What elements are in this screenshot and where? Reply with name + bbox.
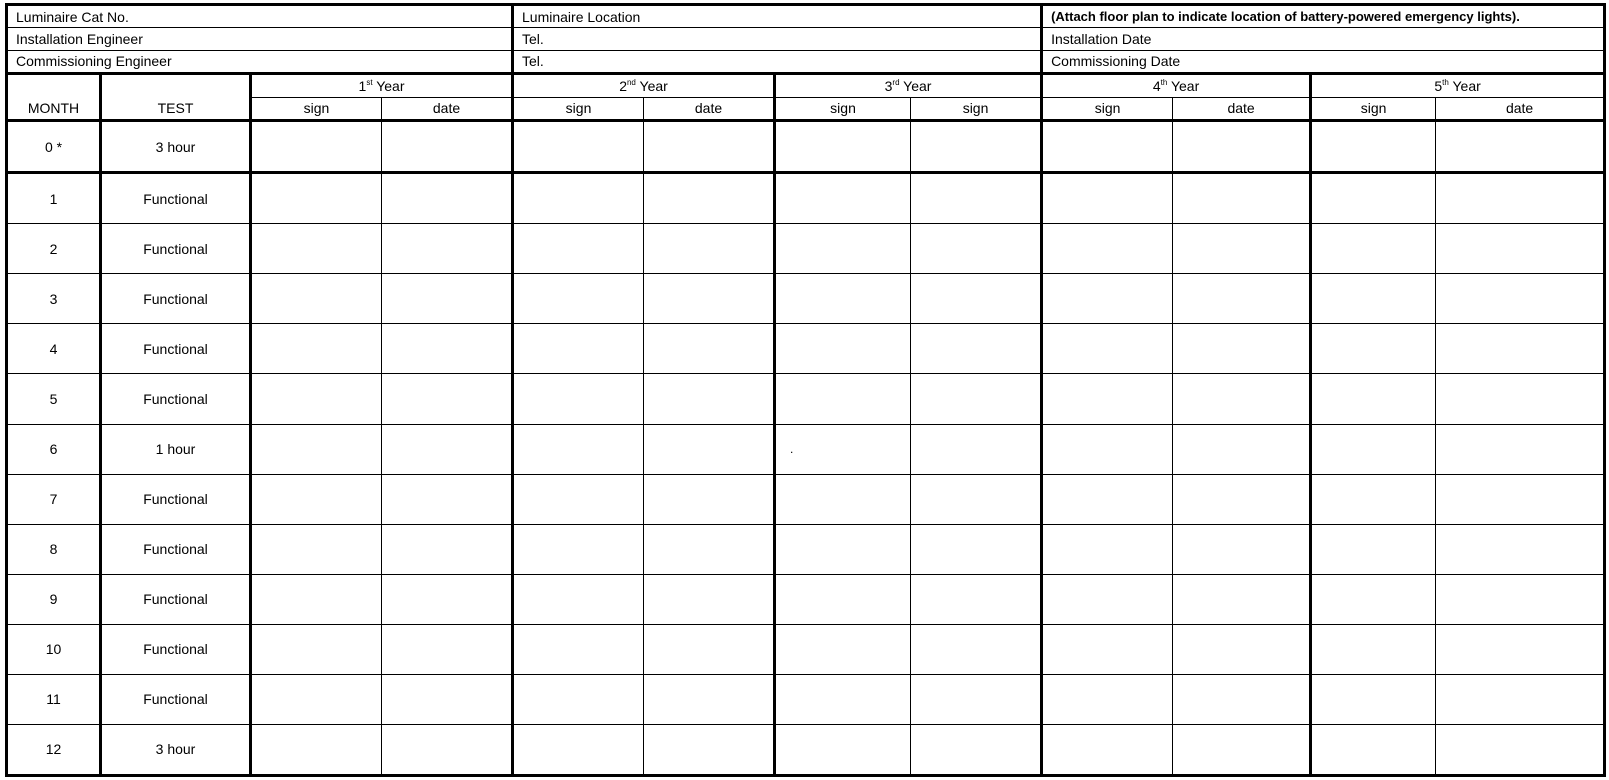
year-1-header: [251, 74, 513, 97]
year-5-sign-cell[interactable]: [1311, 474, 1436, 524]
year-1-entry-cell[interactable]: [382, 324, 513, 374]
table-row: [7, 674, 1605, 724]
month-cell: 5: [7, 374, 101, 424]
year-4-sign-cell[interactable]: [1042, 424, 1173, 474]
month-cell: 12: [7, 724, 101, 775]
year-4-suffix: th: [1160, 77, 1168, 87]
year-1-sign-cell[interactable]: [251, 274, 382, 324]
year-2-entry-cell[interactable]: [644, 424, 775, 474]
test-cell: Functional: [101, 374, 251, 424]
year-5-entry-cell[interactable]: [1436, 224, 1605, 274]
year-1-sign-cell[interactable]: [251, 374, 382, 424]
year-1-sign-cell[interactable]: [251, 724, 382, 775]
year-3-col-2-header: sign: [911, 97, 1042, 120]
year-5-sign-cell[interactable]: [1311, 324, 1436, 374]
year-2-sign-cell[interactable]: [513, 674, 644, 724]
year-5-entry-cell[interactable]: [1436, 524, 1605, 574]
month-cell: 3: [7, 274, 101, 324]
year-3-entry-cell[interactable]: [911, 121, 1042, 173]
year-5-sign-cell[interactable]: [1311, 424, 1436, 474]
year-2-sign-cell[interactable]: [513, 374, 644, 424]
test-cell: Functional: [101, 173, 251, 224]
year-3-word: Year: [903, 77, 932, 94]
year-3-entry-cell[interactable]: [911, 374, 1042, 424]
test-cell: Functional: [101, 224, 251, 274]
year-5-entry-cell[interactable]: [1436, 674, 1605, 724]
year-3-sign-cell[interactable]: [775, 224, 911, 274]
year-5-col-1-header: sign: [1311, 97, 1436, 120]
year-2-word: Year: [639, 77, 668, 94]
year-2-entry-cell[interactable]: [644, 624, 775, 674]
year-1-entry-cell[interactable]: [382, 474, 513, 524]
year-2-sign-cell[interactable]: [513, 274, 644, 324]
year-4-sign-cell[interactable]: [1042, 374, 1173, 424]
year-4-entry-cell[interactable]: [1173, 674, 1311, 724]
year-2-entry-cell[interactable]: [644, 524, 775, 574]
year-5-entry-cell[interactable]: [1436, 424, 1605, 474]
month-cell: 9: [7, 574, 101, 624]
year-4-sign-cell[interactable]: [1042, 274, 1173, 324]
year-3-num: 3: [884, 77, 893, 94]
commissioning-date-label: Commissioning Date: [1042, 50, 1605, 73]
year-3-entry-cell[interactable]: [911, 524, 1042, 574]
year-2-sign-cell[interactable]: [513, 574, 644, 624]
year-4-sign-cell[interactable]: [1042, 724, 1173, 775]
test-cell: Functional: [101, 474, 251, 524]
year-3-sign-cell[interactable]: [775, 724, 911, 775]
year-1-sign-cell[interactable]: [251, 173, 382, 224]
test-cell: Functional: [101, 674, 251, 724]
test-cell: Functional: [101, 624, 251, 674]
year-3-sign-cell[interactable]: [775, 574, 911, 624]
year-1-suffix: st: [366, 77, 373, 87]
table-row: [7, 474, 1605, 524]
year-5-sign-cell[interactable]: [1311, 374, 1436, 424]
year-4-sign-cell[interactable]: [1042, 324, 1173, 374]
year-1-entry-cell[interactable]: [382, 524, 513, 574]
year-5-header: [1311, 74, 1605, 97]
year-3-col-1-header: sign: [775, 97, 911, 120]
year-1-sign-cell[interactable]: [251, 574, 382, 624]
year-3-sign-cell[interactable]: [775, 173, 911, 224]
test-cell: Functional: [101, 524, 251, 574]
year-1-sign-cell[interactable]: [251, 424, 382, 474]
test-header: TEST: [101, 74, 251, 121]
year-4-col-2-header: date: [1173, 97, 1311, 120]
year-5-entry-cell[interactable]: [1436, 324, 1605, 374]
table-row: [7, 424, 1605, 474]
year-4-entry-cell[interactable]: [1173, 624, 1311, 674]
month-cell: 11: [7, 674, 101, 724]
year-4-header: [1042, 74, 1311, 97]
table-row: [7, 324, 1605, 374]
year-3-entry-cell[interactable]: [911, 274, 1042, 324]
table-row: [7, 574, 1605, 624]
year-3-entry-cell[interactable]: [911, 724, 1042, 775]
year-4-sign-cell[interactable]: [1042, 121, 1173, 173]
year-2-entry-cell[interactable]: [644, 274, 775, 324]
luminaire-location-label: Luminaire Location: [513, 5, 1042, 28]
year-1-entry-cell[interactable]: [382, 424, 513, 474]
installation-engineer-label: Installation Engineer: [7, 28, 513, 50]
year-1-entry-cell[interactable]: [382, 173, 513, 224]
year-2-entry-cell[interactable]: [644, 224, 775, 274]
year-2-sign-cell[interactable]: [513, 524, 644, 574]
test-cell: 1 hour: [101, 424, 251, 474]
year-5-entry-cell[interactable]: [1436, 474, 1605, 524]
year-1-entry-cell[interactable]: [382, 224, 513, 274]
year-3-suffix: rd: [892, 77, 900, 87]
year-5-col-2-header: date: [1436, 97, 1605, 120]
year-4-entry-cell[interactable]: [1173, 324, 1311, 374]
year-4-entry-cell[interactable]: [1173, 524, 1311, 574]
year-4-sign-cell[interactable]: [1042, 173, 1173, 224]
year-2-header: [513, 74, 775, 97]
year-5-entry-cell[interactable]: [1436, 121, 1605, 173]
year-3-entry-cell[interactable]: [911, 474, 1042, 524]
month-header: MONTH: [7, 74, 101, 121]
month-cell: 10: [7, 624, 101, 674]
year-1-sign-cell[interactable]: [251, 324, 382, 374]
month-cell: 8: [7, 524, 101, 574]
year-1-sign-cell[interactable]: [251, 524, 382, 574]
year-4-entry-cell[interactable]: [1173, 121, 1311, 173]
year-4-sign-cell[interactable]: [1042, 224, 1173, 274]
year-4-entry-cell[interactable]: [1173, 374, 1311, 424]
year-4-sign-cell[interactable]: [1042, 474, 1173, 524]
year-2-entry-cell[interactable]: [644, 674, 775, 724]
year-1-entry-cell[interactable]: [382, 574, 513, 624]
year-5-word: Year: [1452, 77, 1481, 94]
stray-mark: .: [790, 442, 794, 457]
year-1-sign-cell[interactable]: [251, 624, 382, 674]
year-3-entry-cell[interactable]: [911, 424, 1042, 474]
year-2-sign-cell[interactable]: [513, 624, 644, 674]
year-5-num: 5: [1434, 77, 1443, 94]
installation-tel-label: Tel.: [513, 28, 1042, 50]
year-4-entry-cell[interactable]: [1173, 224, 1311, 274]
year-3-sign-cell[interactable]: [775, 524, 911, 574]
test-cell: 3 hour: [101, 724, 251, 775]
year-5-suffix: th: [1442, 77, 1449, 87]
month-cell: 1: [7, 173, 101, 224]
year-2-entry-cell[interactable]: [644, 374, 775, 424]
year-5-entry-cell[interactable]: [1436, 173, 1605, 224]
luminaire-cat-no-label: Luminaire Cat No.: [7, 5, 513, 28]
year-1-entry-cell[interactable]: [382, 121, 513, 173]
year-2-entry-cell[interactable]: [644, 474, 775, 524]
year-2-sign-cell[interactable]: [513, 324, 644, 374]
month-cell: 4: [7, 324, 101, 374]
year-1-entry-cell[interactable]: [382, 724, 513, 775]
emergency-lighting-test-log: [5, 3, 1606, 777]
year-3-sign-cell[interactable]: [775, 374, 911, 424]
test-cell: Functional: [101, 574, 251, 624]
year-3-entry-cell[interactable]: [911, 224, 1042, 274]
month-cell: 6: [7, 424, 101, 474]
year-1-sign-cell[interactable]: [251, 674, 382, 724]
year-3-entry-cell[interactable]: [911, 324, 1042, 374]
commissioning-tel-label: Tel.: [513, 50, 1042, 73]
table-row: [7, 524, 1605, 574]
year-1-sign-cell[interactable]: [251, 121, 382, 173]
year-2-entry-cell[interactable]: [644, 121, 775, 173]
year-4-sign-cell[interactable]: [1042, 624, 1173, 674]
year-4-entry-cell[interactable]: [1173, 474, 1311, 524]
year-2-entry-cell[interactable]: [644, 324, 775, 374]
table-row: [7, 724, 1605, 775]
year-5-sign-cell[interactable]: [1311, 524, 1436, 574]
year-1-entry-cell[interactable]: [382, 274, 513, 324]
floor-plan-note: (Attach floor plan to indicate location of battery-powered emergency lights).: [1042, 5, 1605, 28]
year-5-entry-cell[interactable]: [1436, 274, 1605, 324]
year-4-entry-cell[interactable]: [1173, 274, 1311, 324]
month-cell: 7: [7, 474, 101, 524]
year-3-entry-cell[interactable]: [911, 624, 1042, 674]
year-4-num: 4: [1152, 77, 1161, 94]
year-5-sign-cell[interactable]: [1311, 121, 1436, 173]
year-1-num: 1: [358, 77, 367, 94]
year-5-sign-cell[interactable]: [1311, 674, 1436, 724]
year-2-num: 2: [619, 77, 627, 94]
year-4-sign-cell[interactable]: [1042, 674, 1173, 724]
year-5-sign-cell[interactable]: [1311, 624, 1436, 674]
test-log-rows: [7, 121, 1605, 776]
year-2-sign-cell[interactable]: [513, 224, 644, 274]
year-5-sign-cell[interactable]: [1311, 724, 1436, 775]
month-cell: 2: [7, 224, 101, 274]
year-4-sign-cell[interactable]: [1042, 524, 1173, 574]
table-row: [7, 374, 1605, 424]
table-row: [7, 173, 1605, 224]
year-2-sign-cell[interactable]: [513, 474, 644, 524]
year-1-col-1-header: sign: [251, 97, 382, 120]
year-5-sign-cell[interactable]: [1311, 224, 1436, 274]
table-row: [7, 224, 1605, 274]
year-3-sign-cell[interactable]: [775, 474, 911, 524]
year-1-entry-cell[interactable]: [382, 674, 513, 724]
year-1-col-2-header: date: [382, 97, 513, 120]
year-4-word: Year: [1170, 77, 1200, 94]
year-2-col-2-header: date: [644, 97, 775, 120]
year-5-sign-cell[interactable]: [1311, 274, 1436, 324]
test-cell: Functional: [101, 274, 251, 324]
year-2-sign-cell[interactable]: [513, 121, 644, 173]
year-5-entry-cell[interactable]: [1436, 374, 1605, 424]
year-5-entry-cell[interactable]: [1436, 624, 1605, 674]
year-2-sign-cell[interactable]: [513, 724, 644, 775]
year-1-entry-cell[interactable]: [382, 374, 513, 424]
installation-date-label: Installation Date: [1042, 28, 1605, 50]
year-1-sign-cell[interactable]: [251, 474, 382, 524]
table-row: [7, 274, 1605, 324]
year-3-entry-cell[interactable]: [911, 674, 1042, 724]
year-2-col-1-header: sign: [513, 97, 644, 120]
year-2-sign-cell[interactable]: [513, 424, 644, 474]
year-3-sign-cell[interactable]: [775, 324, 911, 374]
year-4-entry-cell[interactable]: [1173, 724, 1311, 775]
year-5-entry-cell[interactable]: [1436, 574, 1605, 624]
year-2-sign-cell[interactable]: [513, 173, 644, 224]
year-4-col-1-header: sign: [1042, 97, 1173, 120]
year-4-entry-cell[interactable]: [1173, 173, 1311, 224]
commissioning-engineer-label: Commissioning Engineer: [7, 50, 513, 73]
table-row: [7, 624, 1605, 674]
year-4-entry-cell[interactable]: [1173, 424, 1311, 474]
year-3-entry-cell[interactable]: [911, 173, 1042, 224]
test-cell: 3 hour: [101, 121, 251, 173]
year-3-header: [775, 74, 1042, 97]
year-3-entry-cell[interactable]: [911, 574, 1042, 624]
year-4-sign-cell[interactable]: [1042, 574, 1173, 624]
test-cell: Functional: [101, 324, 251, 374]
year-3-sign-cell[interactable]: [775, 121, 911, 173]
year-1-sign-cell[interactable]: [251, 224, 382, 274]
year-2-suffix: nd: [626, 77, 636, 87]
year-4-entry-cell[interactable]: [1173, 574, 1311, 624]
year-5-sign-cell[interactable]: [1311, 173, 1436, 224]
year-3-sign-cell[interactable]: [775, 624, 911, 674]
year-2-entry-cell[interactable]: [644, 173, 775, 224]
year-3-sign-cell[interactable]: [775, 674, 911, 724]
year-5-entry-cell[interactable]: [1436, 724, 1605, 775]
year-2-entry-cell[interactable]: [644, 724, 775, 775]
year-3-sign-cell[interactable]: [775, 274, 911, 324]
table-row: [7, 121, 1605, 173]
year-5-sign-cell[interactable]: [1311, 574, 1436, 624]
year-1-entry-cell[interactable]: [382, 624, 513, 674]
year-3-sign-cell[interactable]: [775, 424, 911, 474]
year-1-word: Year: [376, 77, 405, 94]
year-2-entry-cell[interactable]: [644, 574, 775, 624]
month-cell: 0 *: [7, 121, 101, 173]
